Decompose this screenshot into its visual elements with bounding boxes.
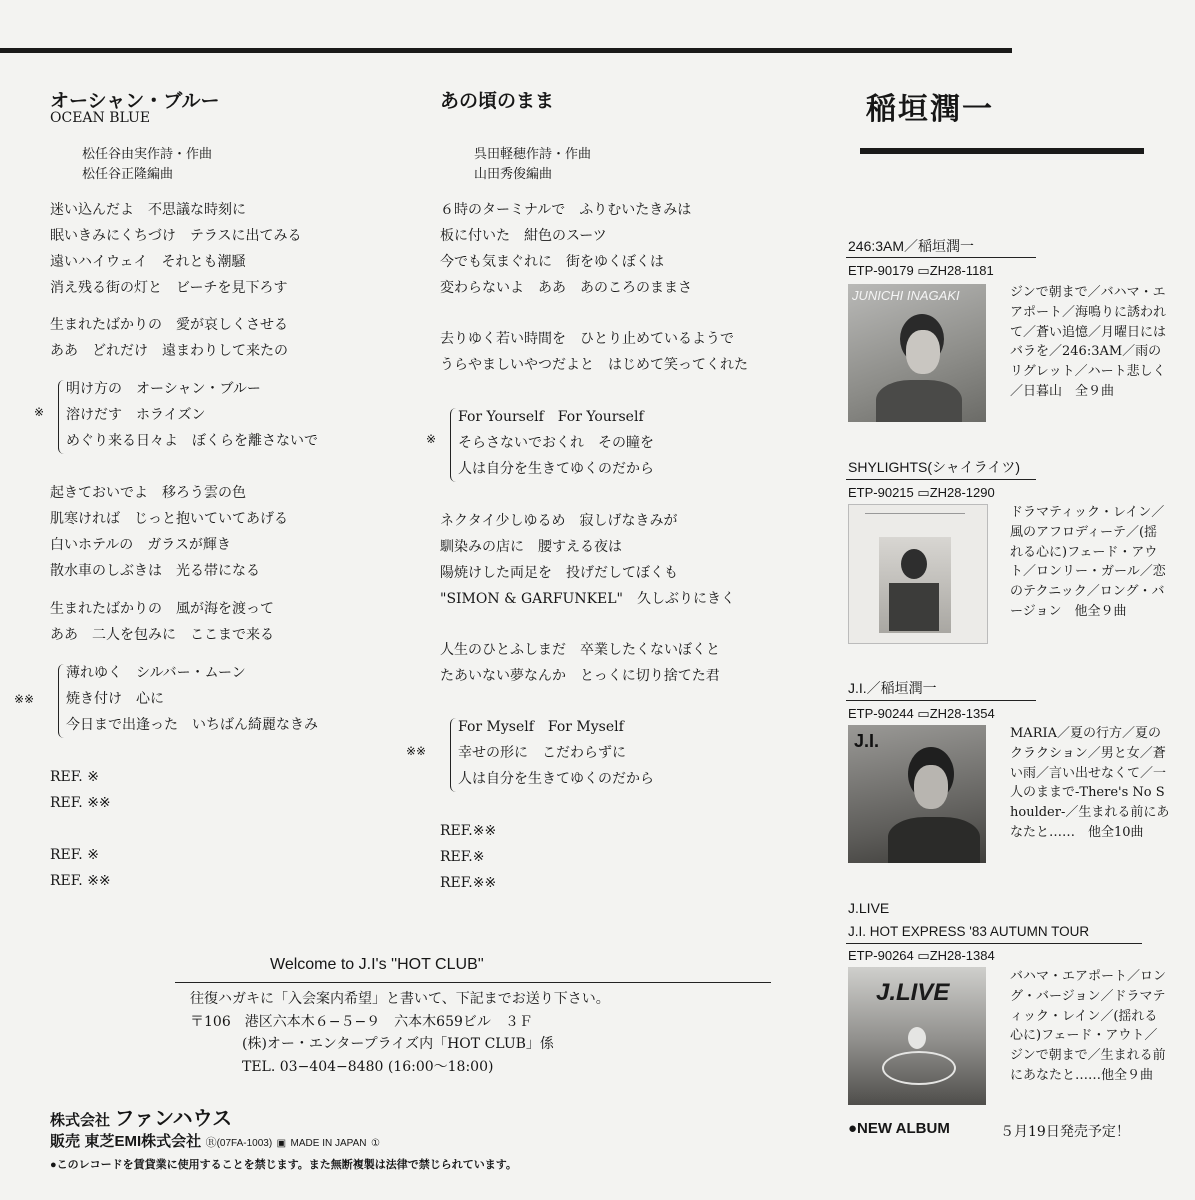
portrait-face — [914, 765, 948, 809]
drum-kit-shape — [882, 1051, 956, 1085]
song1-refs1 — [50, 764, 111, 816]
lyric-line: 生まれたばかりの 風が海を渡って — [50, 601, 274, 617]
album-tracks: ジンで朝まで／バハマ・エアポート／海鳴りに誘われて／蒼い追憶／月曜日にはバラを／246:3AM／雨のリグレット／ハート悲しく／日暮山 全９曲 — [1010, 285, 1167, 399]
lyric-line: 板に付いた 紺色のスーツ — [440, 228, 607, 244]
song2-refs — [440, 818, 496, 896]
album-cover — [848, 284, 986, 422]
lyric-line: For Yourself For Yourself — [458, 409, 644, 425]
song1-chorus2 — [66, 660, 318, 738]
tape-number: ZH28-1290 — [929, 485, 995, 500]
lyric-line: 生まれたばかりの 愛が哀しくさせる — [50, 317, 288, 333]
song2-verse3 — [440, 508, 735, 612]
album-title: SHYLIGHTS(シャイライツ) — [848, 459, 1020, 475]
lyric-line: うらやましいやつだよと はじめて笑ってくれた — [440, 357, 748, 373]
album-cover — [848, 504, 988, 644]
album-cover — [848, 967, 986, 1105]
lyric-line: ６時のターミナルで ふりむいたきみは — [440, 202, 692, 218]
song2-credits — [474, 145, 591, 185]
footer-sales-label: 販売 — [50, 1133, 81, 1150]
ref-line: REF. ※ — [50, 769, 99, 785]
lyric-line: 馴染みの店に 腰すえる夜は — [440, 539, 622, 555]
song2-credit-lyrics: 呉田軽穂作詩・作曲 — [474, 147, 592, 162]
album-cover-text: J.I. — [854, 731, 880, 751]
album-title: J.I.／稲垣潤一 — [848, 680, 937, 696]
song2-chorus2-mark: ※※ — [406, 744, 427, 758]
album-title: 246:3AM／稲垣潤一 — [848, 238, 975, 254]
lyric-line: 肌寒ければ じっと抱いていてあげる — [50, 511, 288, 527]
lyric-line: 今でも気まぐれに 街をゆくぼくは — [440, 254, 664, 270]
tape-number: ZH28-1384 — [929, 948, 995, 963]
ref-line: REF. ※※ — [50, 873, 111, 889]
song1-credit-lyrics: 松任谷由実作詩・作曲 — [82, 147, 213, 162]
lyric-line: 今日まで出逢った いちばん綺麗なきみ — [66, 717, 318, 733]
song1-verse3 — [50, 480, 288, 584]
tape-number: ZH28-1181 — [929, 263, 994, 278]
portrait-body — [876, 380, 962, 422]
song2-verse2 — [440, 326, 748, 378]
ref-line: REF.※ — [440, 849, 485, 865]
song2-verse1 — [440, 197, 692, 301]
lyric-line: 明け方の オーシャン・ブルー — [66, 381, 261, 397]
new-album-date: ５月19日発売予定！ — [1000, 1124, 1130, 1140]
format-icon: ▣ — [276, 1138, 287, 1149]
lyric-line: 遠いハイウェイ それとも潮騒 — [50, 254, 246, 270]
album-catalog — [848, 263, 994, 279]
ref-line: REF.※※ — [440, 823, 497, 839]
ref-line: REF. ※※ — [50, 795, 111, 811]
cassette-icon: ▭ — [917, 485, 930, 500]
footer-distribution — [50, 1130, 380, 1151]
lyric-line: ネクタイ少しゆるめ 寂しげなきみが — [440, 513, 678, 529]
song2-credit-arrange: 山田秀俊編曲 — [474, 167, 553, 182]
portrait-body — [888, 817, 980, 863]
catalog-number: ETP-90244 — [848, 706, 914, 721]
hot-club-rule — [175, 982, 771, 983]
hot-club-line: 往復ハガキに「入会案内希望」と書いて、下記までお送り下さい。 — [190, 991, 610, 1007]
footer-company-name: ファンハウス — [114, 1108, 233, 1130]
lyric-line: 陽焼けした両足を 投げだしてぼくも — [440, 565, 678, 581]
footer-distributor: 東芝EMI株式会社 — [84, 1133, 202, 1150]
hot-club-heading: Welcome to J.I's ''HOT CLUB'' — [270, 956, 484, 973]
album-rule — [846, 479, 1036, 480]
album-rule — [846, 257, 1036, 258]
artist-rule — [860, 148, 1144, 154]
lyric-line: 起きておいでよ 移ろう雲の色 — [50, 485, 246, 501]
lyric-line: 人は自分を生きてゆくのだから — [458, 771, 654, 787]
drum-shape — [908, 1027, 926, 1049]
ref-line: REF.※※ — [440, 875, 497, 891]
lyric-line: 去りゆく若い時間を ひとり止めているようで — [440, 331, 734, 347]
lyric-line: 白いホテルの ガラスが輝き — [50, 537, 231, 553]
catalog-number: ETP-90264 — [848, 948, 914, 963]
album-rule — [846, 700, 1036, 701]
album-title: J.LIVE — [848, 900, 890, 916]
ref-line: REF. ※ — [50, 847, 99, 863]
lyric-line: 溶けだす ホライズン — [66, 407, 206, 423]
album-rule — [846, 943, 1142, 944]
album-tracks: バハマ・エアポート／ロング・バージョン／ドラマティック・レイン／(揺れる心に)フェード・アウト／ジンで朝まで／生まれる前にあなたと……他全９曲 — [1010, 969, 1167, 1083]
lyric-line: めぐり来る日々よ ぼくらを離さないで — [66, 433, 318, 449]
song2-chorus2 — [458, 714, 654, 792]
footer-company — [50, 1102, 232, 1131]
lyric-line: 散水車のしぶきは 光る帯になる — [50, 563, 260, 579]
song1-chorus1 — [66, 376, 318, 454]
lyric-line: For Myself For Myself — [458, 719, 624, 735]
footer-notice: ●このレコードを賃貸業に使用することを禁じます。また無断複製は法律で禁じられています。 — [50, 1159, 517, 1171]
song2-chorus1 — [458, 404, 654, 482]
cassette-icon: ▭ — [917, 263, 930, 278]
song1-title-jp: オーシャン・ブルー — [50, 91, 220, 112]
album-cover-text: J.LIVE — [876, 979, 950, 1006]
artist-name: 稲垣潤一 — [866, 93, 994, 126]
sound-recording-icon: Ⓡ — [205, 1137, 217, 1149]
portrait-face — [906, 330, 940, 374]
circled-one-icon: ① — [370, 1138, 380, 1149]
lyric-line: 薄れゆく シルバー・ムーン — [66, 665, 246, 681]
portrait-face — [901, 549, 927, 579]
portrait-body — [889, 583, 939, 631]
song1-verse4 — [50, 596, 274, 648]
cassette-icon: ▭ — [917, 706, 930, 721]
album-tracks: ドラマティック・レイン／風のアフロディーテ／(揺れる心に)フェード・アウト／ロンリー・ガール／恋のテクニック／ロング・バージョン 他全９曲 — [1010, 505, 1166, 619]
album-tracks: MARIA／夏の行方／夏のクラクション／男と女／蒼い雨／言い出せなくて／一人のままで-There's No Shoulder-／生まれる前にあなたと…… 他全10曲 — [1010, 726, 1170, 840]
song1-credit-arrange: 松任谷正隆編曲 — [82, 167, 174, 182]
song2-title-jp: あの頃のまま — [440, 91, 555, 112]
lyric-line: 迷い込んだよ 不思議な時刻に — [50, 202, 246, 218]
hot-club-company: (株)オー・エンタープライズ内「HOT CLUB」係 — [242, 1036, 554, 1052]
lyric-line: 人生のひとふしまだ 卒業したくないぼくと — [440, 642, 720, 658]
footer-made-in: MADE IN JAPAN — [290, 1138, 367, 1149]
lyric-line: 眠いきみにくちづけ テラスに出てみる — [50, 228, 302, 244]
lyric-line: たあいない夢なんか とっくに切り捨てた君 — [440, 668, 720, 684]
album-catalog — [848, 706, 995, 722]
cover-script-line — [865, 513, 965, 514]
album-catalog — [848, 485, 995, 501]
hot-club-info — [190, 988, 610, 1078]
song2-verse4 — [440, 637, 720, 689]
lyric-line: 消え残る街の灯と ビーチを見下ろす — [50, 280, 288, 296]
album-catalog — [848, 948, 995, 964]
footer-company-prefix: 株式会社 — [50, 1112, 111, 1129]
song2-chorus1-mark: ※ — [426, 432, 437, 446]
cassette-icon: ▭ — [917, 948, 930, 963]
song1-refs2 — [50, 842, 111, 894]
catalog-number: ETP-90215 — [848, 485, 914, 500]
lyric-line: ああ 二人を包みに ここまで来る — [50, 627, 274, 643]
hot-club-tel: TEL. 03−404−8480 (16:00〜18:00) — [242, 1058, 494, 1075]
lyric-line: 人は自分を生きてゆくのだから — [458, 461, 654, 477]
song1-chorus1-mark: ※ — [34, 405, 45, 419]
lyric-line: そらさないでおくれ その瞳を — [458, 435, 654, 451]
album-cover — [848, 725, 986, 863]
new-album-label: ●NEW ALBUM — [848, 1120, 950, 1137]
album-cover-text: JUNICHI INAGAKI — [852, 288, 960, 303]
catalog-number: ETP-90179 — [848, 263, 914, 278]
lyric-line: 幸せの形に こだわらずに — [458, 745, 626, 761]
song1-chorus2-mark: ※※ — [14, 692, 35, 706]
tape-number: ZH28-1354 — [929, 706, 995, 721]
lyric-line: 焼き付け 心に — [66, 691, 164, 707]
hot-club-address: 〒106 港区六本木６−５−９ 六本木659ビル ３Ｆ — [190, 1013, 533, 1030]
song1-title-en: OCEAN BLUE — [50, 110, 151, 126]
lyric-line: 変わらないよ ああ あのころのままさ — [440, 280, 692, 296]
song1-verse2 — [50, 312, 288, 364]
song1-credits — [82, 145, 212, 185]
album-subtitle: J.I. HOT EXPRESS '83 AUTUMN TOUR — [848, 924, 1090, 939]
song1-verse1 — [50, 197, 301, 301]
footer-code: (07FA-1003) — [216, 1138, 273, 1149]
lyric-line: "SIMON & GARFUNKEL" 久しぶりにきく — [440, 591, 735, 607]
top-rule — [0, 48, 1012, 53]
lyric-line: ああ どれだけ 遠まわりして来たの — [50, 343, 288, 359]
